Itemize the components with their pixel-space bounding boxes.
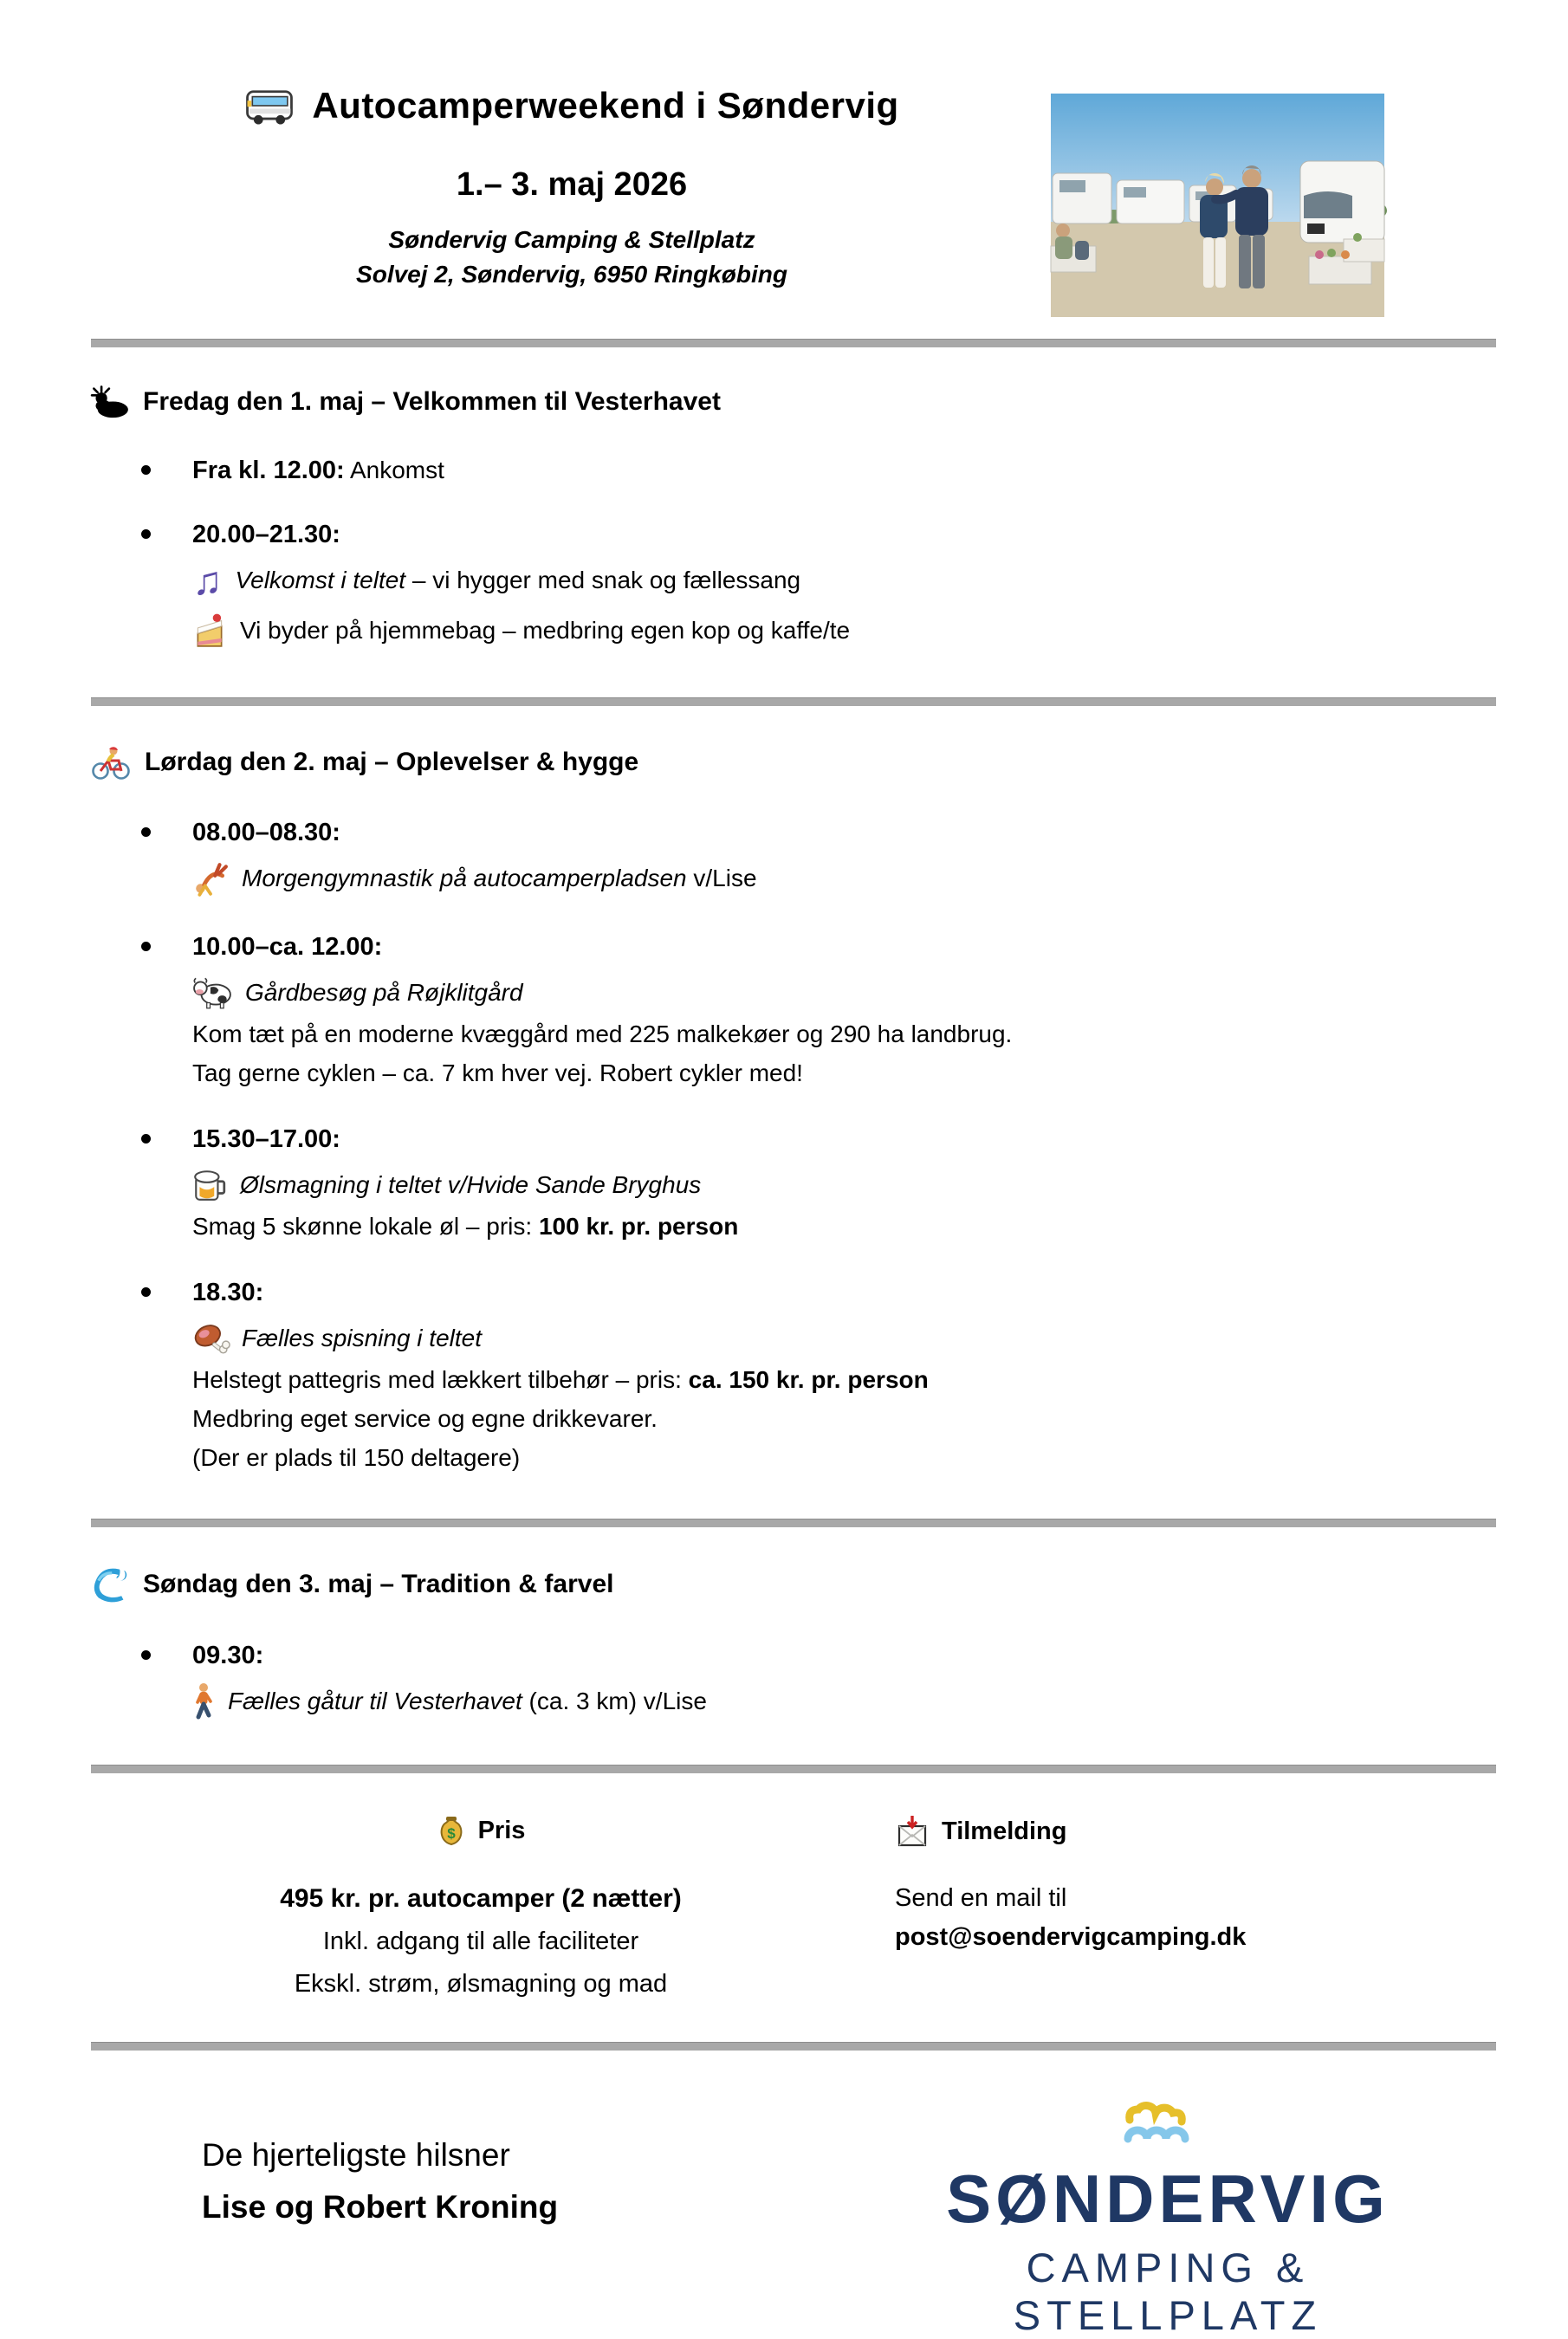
event-time: 15.30–17.00:: [192, 1125, 340, 1153]
event-time: 09.30:: [192, 1642, 264, 1669]
event-text: Helstegt pattegris med lækkert tilbehør – pris:: [192, 1366, 689, 1393]
cow-icon: [192, 976, 232, 1009]
signup-title: Tilmelding: [942, 1817, 1067, 1845]
price-title: Pris: [477, 1816, 526, 1844]
event-time: Fra kl. 12.00:: [192, 457, 345, 484]
section-saturday-header: [91, 744, 1568, 781]
list-item: [0, 930, 1568, 1092]
event-text: (Der er plads til 150 deltagere): [192, 1444, 521, 1471]
svg-text:$: $: [446, 1825, 456, 1842]
sunday-schedule: [0, 1638, 1568, 1723]
event-text: v/Lise: [686, 865, 757, 891]
music-notes-icon: ♫: [192, 558, 223, 603]
signup-block: [895, 1813, 1449, 1999]
event-title: Velkomst i teltet: [235, 567, 406, 593]
price-detail: Ekskl. strøm, ølsmagning og mad: [294, 1970, 668, 1998]
walking-person-icon: [192, 1681, 215, 1721]
friday-schedule: [0, 453, 1568, 652]
event-text: (ca. 3 km) v/Lise: [522, 1688, 707, 1714]
signup-text: Send en mail til: [895, 1884, 1067, 1912]
event-title: Morgengymnastik på autocamperpladsen: [242, 865, 687, 891]
greeting-line: De hjerteligste hilsner: [202, 2137, 510, 2173]
event-title: Fælles spisning i teltet: [242, 1325, 483, 1351]
event-text: Ankomst: [344, 457, 444, 483]
list-item: [0, 1638, 1568, 1723]
list-item: [0, 517, 1568, 652]
host-names: Lise og Robert Kroning: [202, 2189, 559, 2225]
price-detail: Inkl. adgang til alle faciliteter: [322, 1928, 639, 1955]
camper-van-icon: [244, 87, 295, 125]
list-item: [0, 815, 1568, 900]
event-text: – vi hygger med snak og fællessang: [405, 567, 801, 593]
footer: [0, 2087, 1568, 2339]
list-item: [0, 1122, 1568, 1246]
event-dates: 1.– 3. maj 2026: [456, 166, 688, 203]
section-sunday-title: Søndag den 3. maj – Tradition & farvel: [143, 1570, 614, 1598]
event-price: ca. 150 kr. pr. person: [688, 1366, 929, 1393]
money-bag-icon: [437, 1813, 466, 1848]
beer-mug-icon: [192, 1167, 227, 1203]
logo-waves-icon: [865, 2101, 1471, 2154]
logo-subtitle: CAMPING & STELLPLATZ: [1013, 2245, 1323, 2338]
cyclist-icon: [91, 744, 131, 781]
page-title: Autocamperweekend i Søndervig: [312, 85, 899, 126]
event-time: 20.00–21.30:: [192, 521, 340, 548]
price-block: [91, 1813, 871, 1999]
divider: [91, 1765, 1496, 1773]
envelope-arrow-icon: [895, 1813, 930, 1850]
event-text: Vi byder på hjemmebag – medbring egen kop og kaffe/te: [240, 617, 851, 644]
meat-on-bone-icon: [192, 1322, 229, 1355]
cake-slice-icon: [192, 612, 227, 649]
logo-name: SØNDERVIG: [946, 2161, 1390, 2237]
section-friday-header: [91, 386, 1568, 418]
gymnast-icon: [192, 860, 229, 897]
section-saturday-title: Lørdag den 2. maj – Oplevelser & hygge: [145, 748, 639, 776]
venue-address: Solvej 2, Søndervig, 6950 Ringkøbing: [356, 261, 787, 288]
info-columns: [0, 1813, 1568, 1999]
camping-logo: [865, 2087, 1471, 2339]
list-item: [0, 453, 1568, 488]
section-sunday-header: [91, 1565, 1568, 1604]
event-price: 100 kr. pr. person: [538, 1213, 739, 1240]
greeting-block: [202, 2087, 558, 2339]
list-item: [0, 1275, 1568, 1477]
divider: [91, 339, 1496, 347]
saturday-schedule: [0, 815, 1568, 1477]
wave-icon: [91, 1565, 129, 1604]
event-text: Smag 5 skønne lokale øl – pris:: [192, 1213, 539, 1240]
divider: [91, 1519, 1496, 1527]
event-time: 10.00–ca. 12.00:: [192, 933, 383, 961]
price-main: 495 kr. pr. autocamper (2 nætter): [280, 1884, 682, 1913]
signup-email: post@soendervigcamping.dk: [895, 1923, 1247, 1951]
campsite-photo: [1051, 94, 1384, 317]
venue-name: Søndervig Camping & Stellplatz: [388, 226, 755, 253]
event-time: 18.30:: [192, 1279, 264, 1306]
header: [91, 0, 1053, 288]
event-text: Tag gerne cyklen – ca. 7 km hver vej. Robert cykler med!: [192, 1059, 803, 1086]
event-text: Medbring eget service og egne drikkevarer.: [192, 1405, 658, 1432]
event-time: 08.00–08.30:: [192, 819, 340, 846]
event-title: Gårdbesøg på Røjklitgård: [245, 979, 523, 1006]
divider: [91, 2042, 1496, 2051]
divider: [91, 697, 1496, 706]
sun-behind-cloud-icon: [91, 386, 129, 418]
event-title: Ølsmagning i teltet v/Hvide Sande Bryghus: [240, 1171, 702, 1198]
section-friday-title: Fredag den 1. maj – Velkommen til Vesterhavet: [143, 387, 721, 416]
event-title: Fælles gåtur til Vesterhavet: [228, 1688, 522, 1714]
event-text: Kom tæt på en moderne kvæggård med 225 malkekøer og 290 ha landbrug.: [192, 1020, 1013, 1047]
